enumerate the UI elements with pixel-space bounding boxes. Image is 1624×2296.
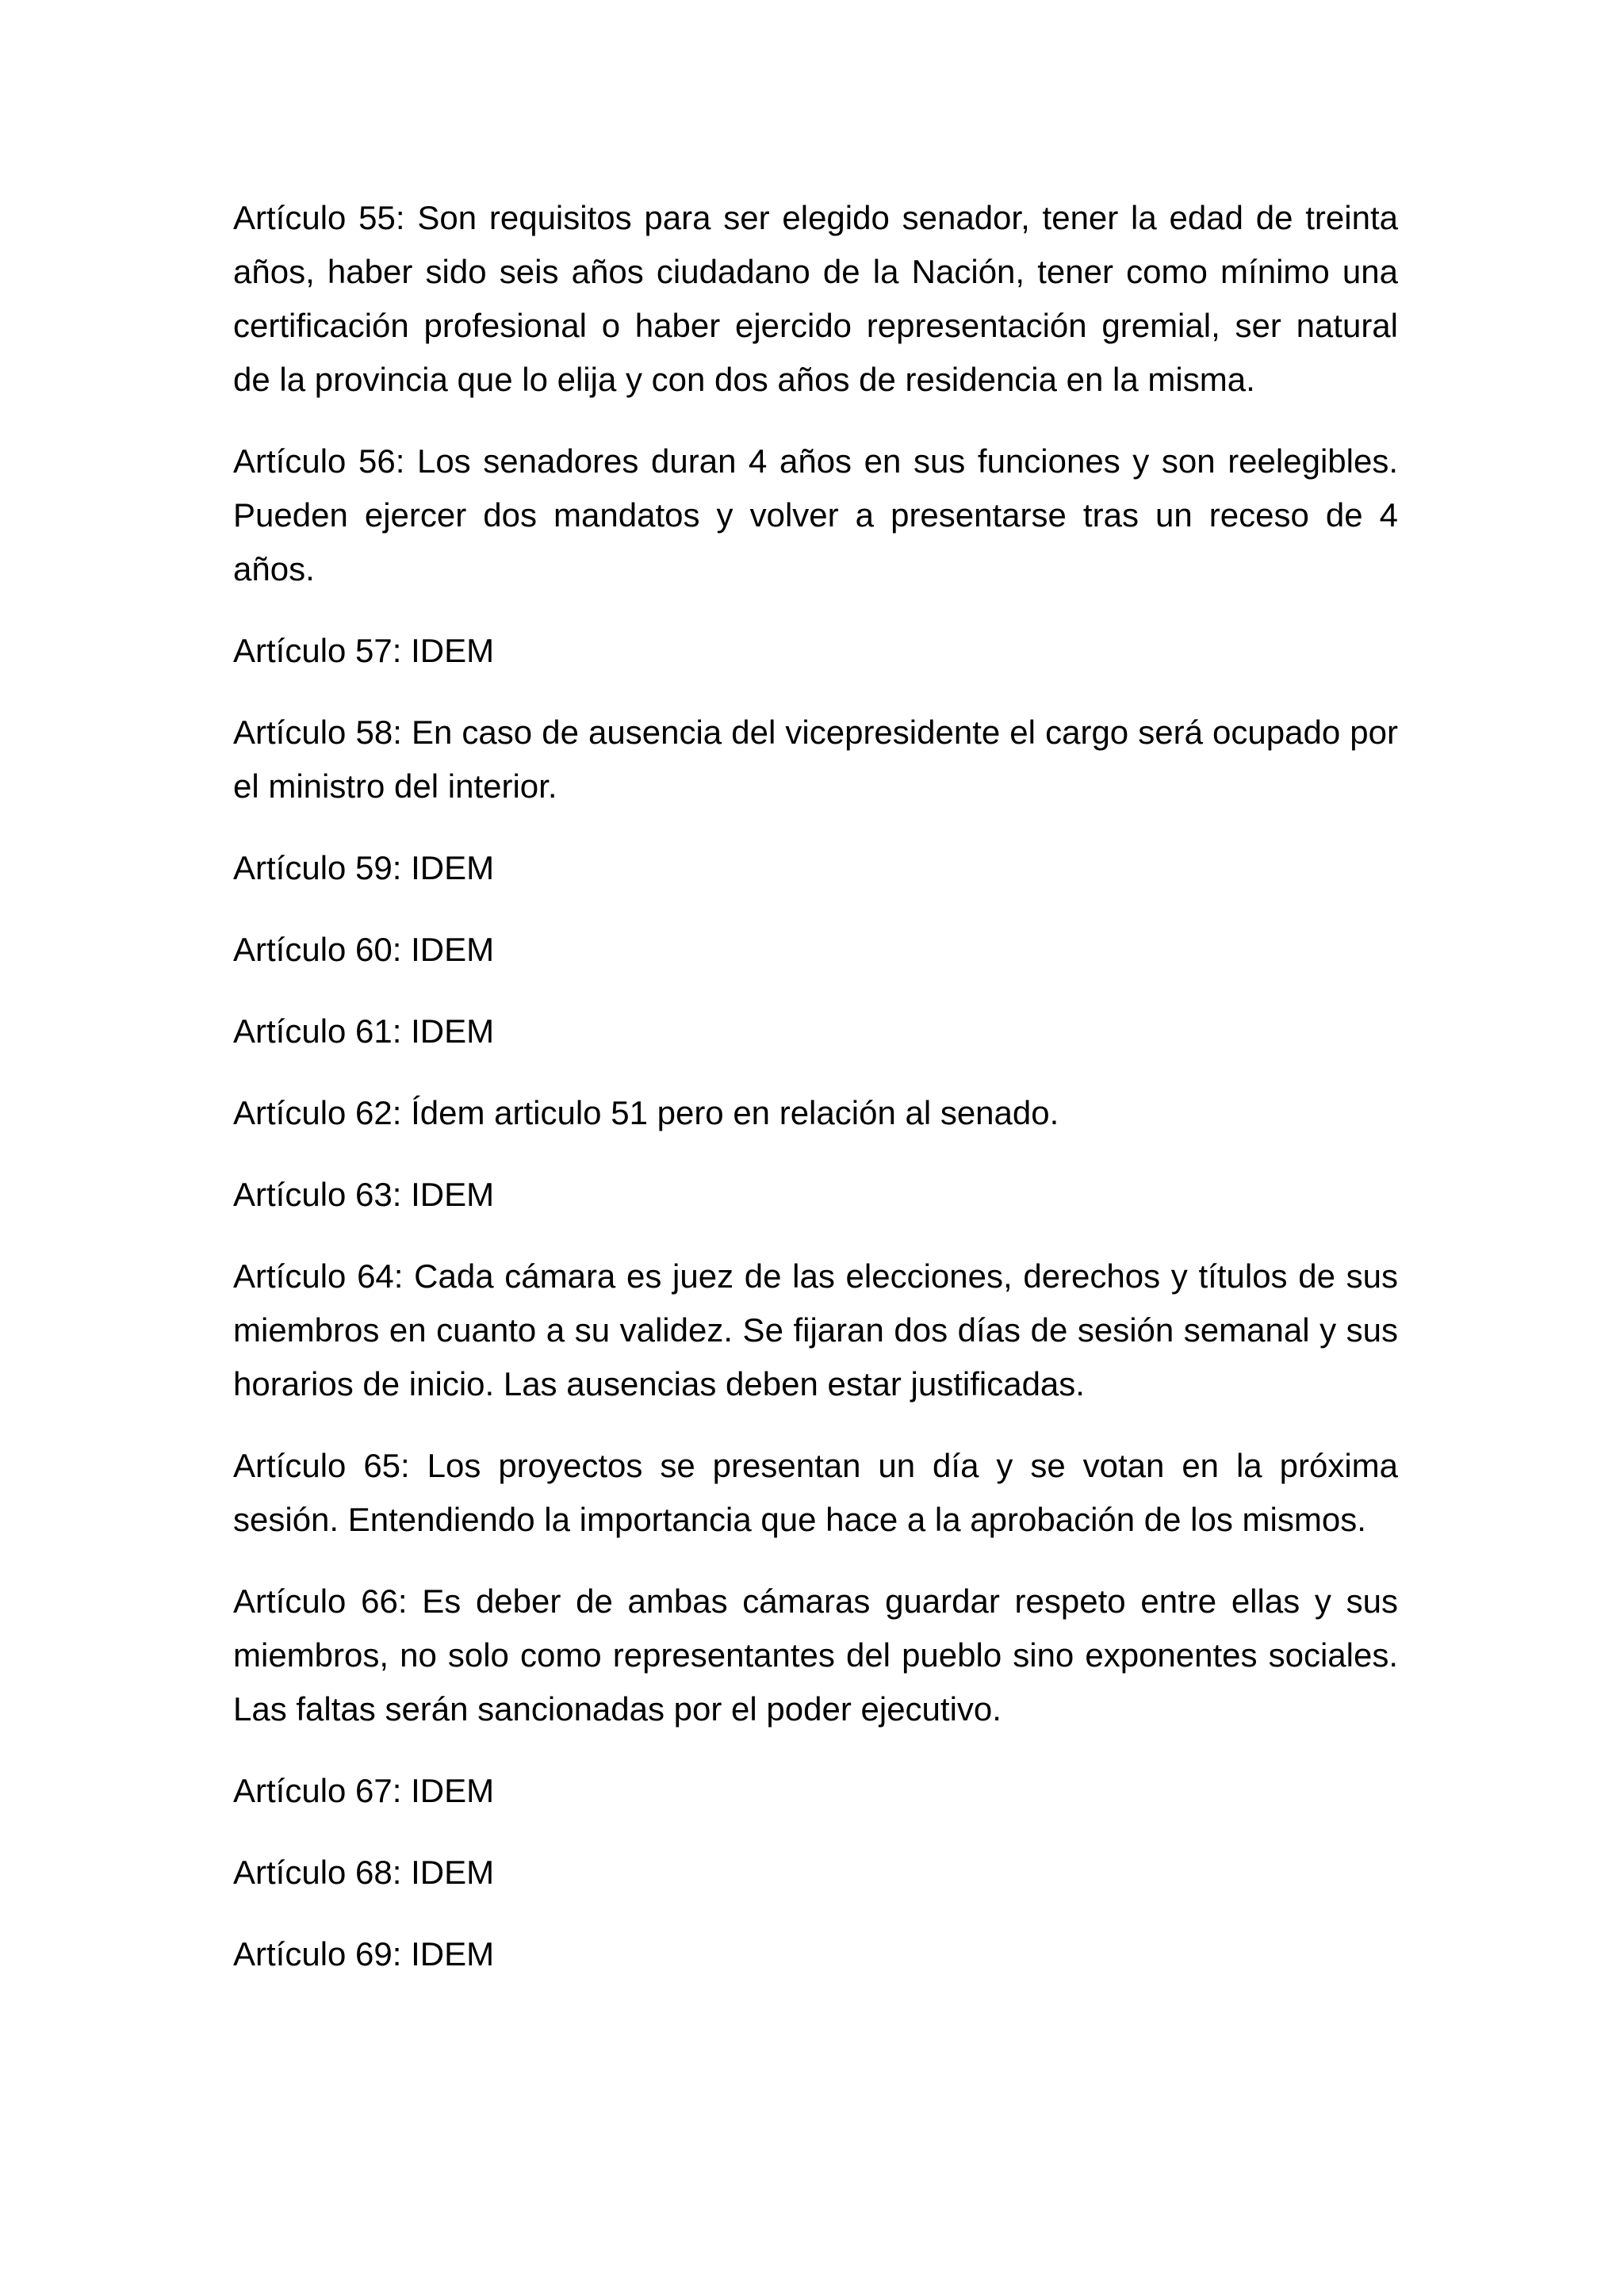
article-56: Artículo 56: Los senadores duran 4 años en sus funciones y son reelegibles. Pueden ejercer dos mandatos y volver a presentarse tras un receso de 4 años. xyxy=(233,442,1398,587)
article-59: Artículo 59: IDEM xyxy=(233,849,495,886)
article-64: Artículo 64: Cada cámara es juez de las elecciones, derechos y títulos de sus miembros en cuanto a su validez. Se fijaran dos días de sesión semanal y sus horarios de inicio. Las ausencias deben estar justificadas. xyxy=(233,1257,1398,1402)
article-66: Artículo 66: Es deber de ambas cámaras guardar respeto entre ellas y sus miembros, no solo como representantes del pueblo sino exponentes sociales. Las faltas serán sancionadas por el poder ejecutivo. xyxy=(233,1582,1398,1728)
article-68: Artículo 68: IDEM xyxy=(233,1854,495,1891)
article-67: Artículo 67: IDEM xyxy=(233,1772,495,1809)
article-57: Artículo 57: IDEM xyxy=(233,632,495,669)
article-61: Artículo 61: IDEM xyxy=(233,1012,495,1050)
article-63: Artículo 63: IDEM xyxy=(233,1176,495,1213)
article-62: Artículo 62: Ídem articulo 51 pero en relación al senado. xyxy=(233,1094,1059,1131)
article-65: Artículo 65: Los proyectos se presentan un día y se votan en la próxima sesión. Entendiendo la importancia que hace a la aprobación de los mismos. xyxy=(233,1447,1398,1538)
article-60: Artículo 60: IDEM xyxy=(233,931,495,968)
article-55: Artículo 55: Son requisitos para ser elegido senador, tener la edad de treinta años, haber sido seis años ciudadano de la Nación, tener como mínimo una certificación profesional o haber ejercido representación gremial, ser natural de la provincia que lo elija y con dos años de residencia en la misma. xyxy=(233,199,1398,398)
article-69: Artículo 69: IDEM xyxy=(233,1935,495,1973)
article-58: Artículo 58: En caso de ausencia del vicepresidente el cargo será ocupado por el ministro del interior. xyxy=(233,714,1398,805)
